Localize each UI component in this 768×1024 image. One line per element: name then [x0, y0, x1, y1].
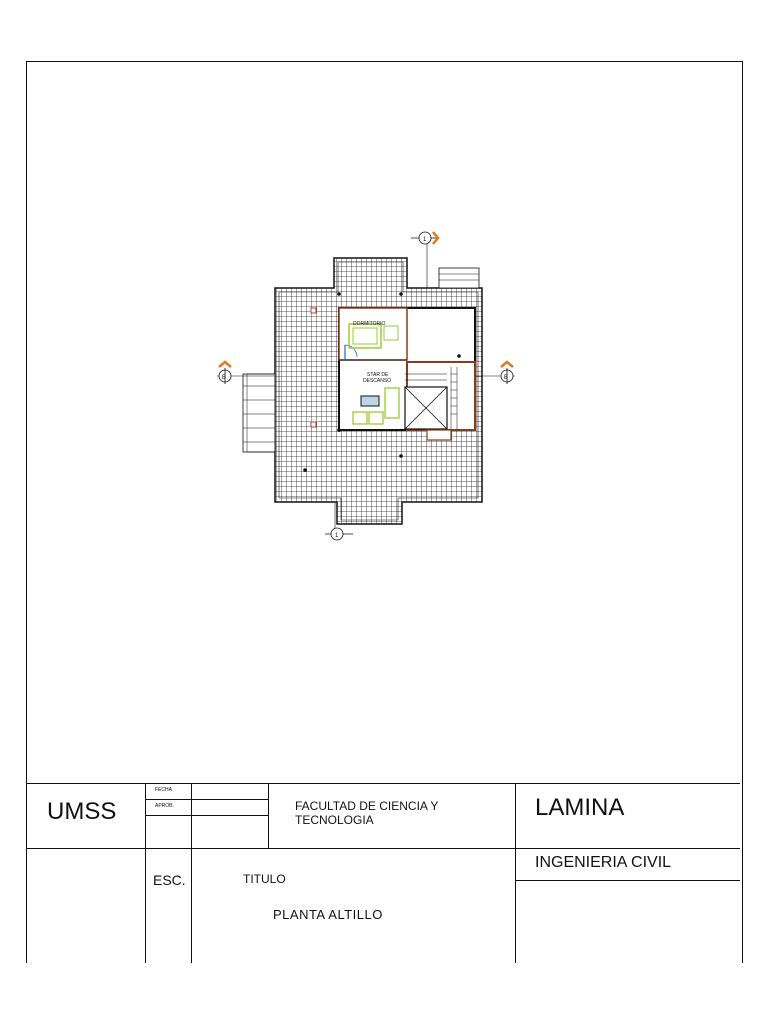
drawing-title: PLANTA ALTILLO: [273, 907, 383, 922]
esc-label: ESC.: [153, 872, 186, 888]
axis-label-bottom: 1: [335, 533, 339, 539]
axis-label-right: B: [504, 375, 509, 381]
top-right-balcony: [439, 268, 479, 288]
titulo-label: TITULO: [243, 872, 286, 886]
aprob-label: APROB.: [155, 803, 174, 809]
room-label-star-1: STAR DE: [367, 372, 389, 378]
org-name: UMSS: [47, 798, 117, 825]
lamina-label: LAMINA: [535, 794, 625, 821]
floor-plan: [27, 62, 740, 782]
left-balcony: [243, 374, 275, 452]
drawing-sheet: [26, 61, 743, 963]
room-label-star-2: DESCANSO: [363, 378, 392, 384]
axis-label-left: B: [222, 375, 227, 381]
room-label-dormitorio: DORMITORIO: [353, 321, 386, 327]
faculty-line-1: FACULTAD DE CIENCIA Y: [295, 799, 439, 813]
axis-label-top: 1: [423, 237, 427, 243]
career-name: INGENIERIA CIVIL: [535, 854, 672, 871]
faculty-line-2: TECNOLOGIA: [295, 813, 374, 827]
fecha-label: FECHA: [155, 787, 172, 793]
